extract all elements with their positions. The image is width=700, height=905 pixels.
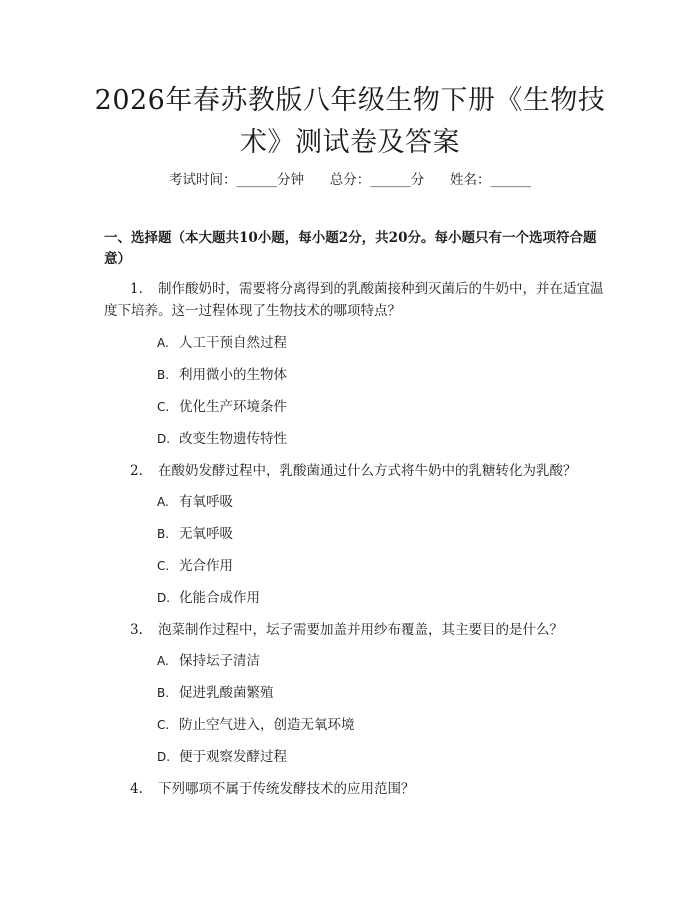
question-number: 3. xyxy=(130,622,143,638)
option-text: 无氧呼吸 xyxy=(179,526,233,542)
question-3-option-d xyxy=(157,747,287,767)
question-1-option-d xyxy=(157,429,287,449)
document-title: 2026年春苏教版八年级生物下册《生物技术》测试卷及答案 xyxy=(94,85,606,158)
question-1-option-c xyxy=(157,397,287,417)
question-2 xyxy=(104,460,604,482)
option-text: 促进乳酸菌繁殖 xyxy=(179,685,274,701)
option-text: 便于观察发酵过程 xyxy=(179,749,287,765)
option-letter: C. xyxy=(157,400,170,414)
question-2-option-c xyxy=(157,556,233,576)
option-text: 利用微小的生物体 xyxy=(179,367,287,383)
option-letter: A. xyxy=(157,654,169,668)
question-2-option-a xyxy=(157,492,233,512)
option-letter: B. xyxy=(157,527,170,541)
question-2-option-d xyxy=(157,588,260,608)
question-text: 下列哪项不属于传统发酵技术的应用范围？ xyxy=(158,781,415,797)
option-text: 人工干预自然过程 xyxy=(179,335,287,351)
question-number: 1. xyxy=(130,281,143,297)
question-text: 泡菜制作过程中，坛子需要加盖并用纱布覆盖，其主要目的是什么？ xyxy=(158,622,563,638)
option-letter: C. xyxy=(157,718,170,732)
option-letter: B. xyxy=(157,686,170,700)
question-2-option-b xyxy=(157,524,233,544)
option-text: 保持坛子清洁 xyxy=(179,653,260,669)
question-number: 2. xyxy=(130,463,143,479)
option-letter: C. xyxy=(157,559,170,573)
question-1 xyxy=(104,278,604,322)
option-letter: A. xyxy=(157,336,169,350)
option-letter: A. xyxy=(157,495,169,509)
question-3-option-a xyxy=(157,651,260,671)
option-text: 光合作用 xyxy=(179,558,233,574)
question-1-option-a xyxy=(157,333,287,353)
option-text: 改变生物遗传特性 xyxy=(179,431,287,447)
question-4 xyxy=(104,778,604,800)
option-text: 化能合成作用 xyxy=(179,590,260,606)
question-3-option-c xyxy=(157,715,355,735)
question-number: 4. xyxy=(130,781,143,797)
section-heading: 一、选择题（本大题共10小题，每小题2分，共20分。每小题只有一个选项符合题意） xyxy=(104,230,597,267)
option-letter: B. xyxy=(157,368,170,382)
option-text: 优化生产环境条件 xyxy=(179,399,287,415)
option-letter: D. xyxy=(157,591,171,605)
option-letter: D. xyxy=(157,750,171,764)
question-3 xyxy=(104,619,604,641)
question-text: 在酸奶发酵过程中，乳酸菌通过什么方式将牛奶中的乳糖转化为乳酸？ xyxy=(158,463,577,479)
option-text: 防止空气进入，创造无氧环境 xyxy=(179,717,355,733)
question-1-option-b xyxy=(157,365,287,385)
question-text: 制作酸奶时，需要将分离得到的乳酸菌接种到灭菌后的牛奶中，并在适宜温度下培养。这一过程体现了生物技术的哪项特点？ xyxy=(104,281,604,319)
option-letter: D. xyxy=(157,432,171,446)
question-3-option-b xyxy=(157,683,274,703)
exam-info-line: 考试时间：______分钟 总分：______分 姓名：______ xyxy=(169,172,531,188)
option-text: 有氧呼吸 xyxy=(179,494,233,510)
